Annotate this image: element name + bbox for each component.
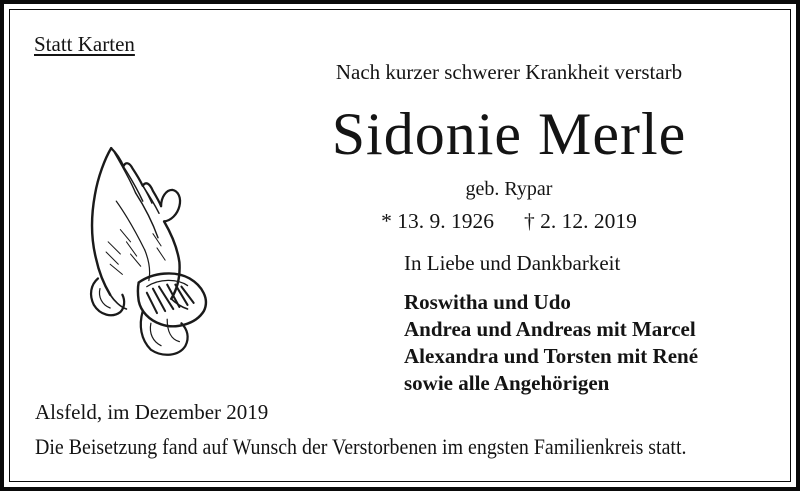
death-date: † 2. 12. 2019 <box>524 209 637 233</box>
mourner-line: Roswitha und Udo <box>404 290 571 314</box>
intro-line: Nach kurzer schwerer Krankheit verstarb <box>335 60 683 84</box>
tribute-line: In Liebe und Dankbarkeit <box>404 251 621 275</box>
mourner-line: Andrea und Andreas mit Marcel <box>404 317 696 341</box>
maiden-name: geb. Rypar <box>465 178 553 200</box>
life-dates <box>304 209 714 234</box>
funeral-note-line: Die Beisetzung fand auf Wunsch der Verstorbenen im engsten Familienkreis statt. <box>35 434 687 459</box>
place-date-line: Alsfeld, im Dezember 2019 <box>35 400 269 424</box>
mourner-line: sowie alle Angehörigen <box>404 371 610 395</box>
birth-date: * 13. 9. 1926 <box>381 209 494 233</box>
deceased-name: Sidonie Merle <box>331 101 687 167</box>
pre-line-statt-karten: Statt Karten <box>34 32 135 56</box>
praying-hands-icon <box>84 140 230 364</box>
mourners-list <box>404 289 698 397</box>
mourner-line: Alexandra und Torsten mit René <box>404 344 699 368</box>
